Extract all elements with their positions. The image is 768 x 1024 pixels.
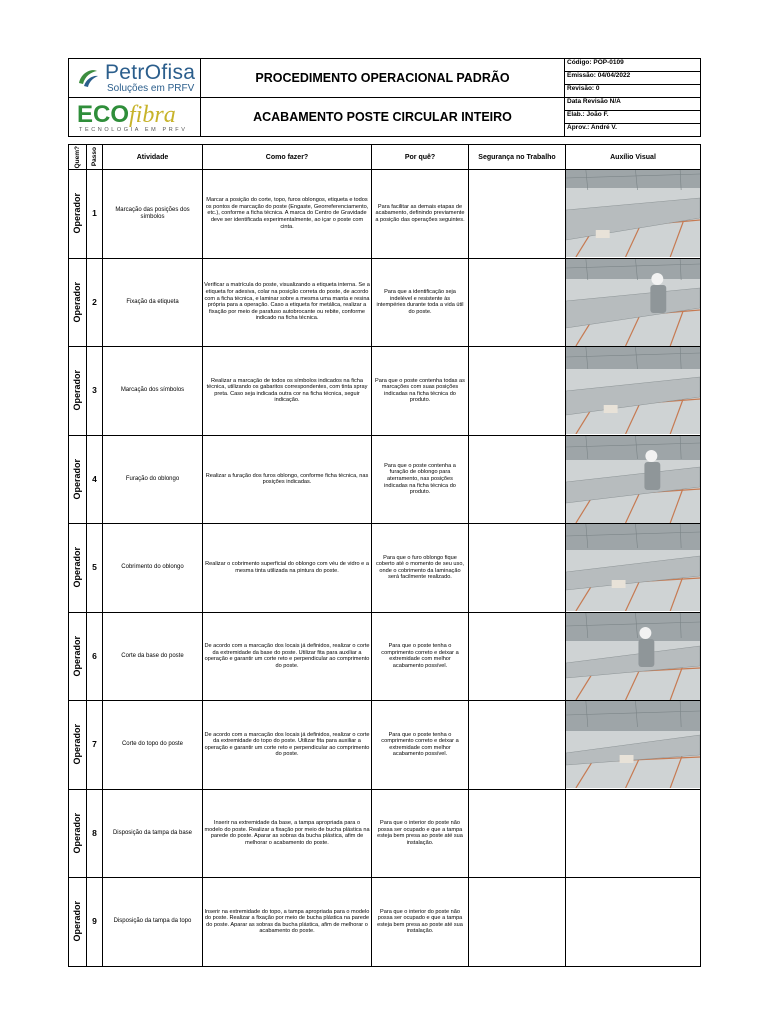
ecofibra-logo [69, 98, 201, 137]
step-visual-aid [566, 347, 701, 436]
step-activity: Corte do topo do poste [103, 701, 203, 790]
step-number: 9 [87, 878, 103, 967]
step-activity: Corte da base do poste [103, 612, 203, 701]
meta-elab: Elab.: João F. [565, 111, 700, 124]
meta-block-bottom [565, 98, 701, 137]
step-visual-aid [566, 170, 701, 259]
step-number: 4 [87, 435, 103, 524]
step-activity: Disposição da tampa da topo [103, 878, 203, 967]
step-how: Realizar o cobrimento superficial do oblongo com véu de vidro e a mesma tinta utilizada na pintura do poste. [203, 524, 372, 613]
meta-emissao: Emissão: 04/04/2022 [565, 72, 700, 85]
step-number: 6 [87, 612, 103, 701]
ecofibra-tagline: TECNOLOGIA EM PRFV [79, 127, 188, 133]
step-role: Operador [69, 524, 87, 613]
meta-codigo: Código: POP-0109 [565, 59, 700, 72]
visual-aid-photo-poste-marcacao [566, 170, 700, 257]
meta-block-top [565, 59, 701, 98]
meta-revisao: Revisão: 0 [567, 85, 600, 92]
document-title: PROCEDIMENTO OPERACIONAL PADRÃO [201, 59, 565, 98]
step-why: Para facilitar as demais etapas de acabamento, definindo previamente a posição das operações seguintes. [372, 170, 469, 259]
step-activity: Fixação da etiqueta [103, 258, 203, 347]
table-row [69, 612, 701, 701]
col-header-porque: Por quê? [372, 145, 469, 170]
step-role: Operador [69, 435, 87, 524]
step-role: Operador [69, 170, 87, 259]
table-row [69, 789, 701, 878]
table-row [69, 347, 701, 436]
step-why: Para que o poste contenha a furação de oblongo para aterramento, nas posições indicadas na ficha técnica do produto. [372, 435, 469, 524]
petrofisa-wordmark: PetrOfisa [105, 60, 196, 84]
document-header [68, 58, 701, 137]
step-activity: Disposição da tampa da base [103, 789, 203, 878]
step-visual-aid [566, 258, 701, 347]
table-header-row [69, 145, 701, 170]
step-safety [469, 612, 566, 701]
step-how: De acordo com a marcação dos locais já definidos, realizar o corte da extremidade do topo do poste. Utilizar fita para auxiliar a operação e garantir um corte reto e perpendicular ao comprimento do poste. [203, 701, 372, 790]
step-role: Operador [69, 789, 87, 878]
step-activity: Cobrimento do oblongo [103, 524, 203, 613]
meta-data-revisao: Data Revisão N/A [565, 98, 700, 111]
step-role: Operador [69, 878, 87, 967]
step-safety [469, 258, 566, 347]
visual-aid-photo-cobrimento-oblongo [566, 524, 700, 611]
ecofibra-fibra-wordmark: fibra [129, 102, 176, 128]
visual-aid-photo-corte-topo [566, 701, 700, 788]
col-header-quem: Quem? [69, 145, 87, 170]
petrofisa-logo [69, 59, 201, 98]
table-row [69, 701, 701, 790]
visual-aid-photo-fixacao-etiqueta [566, 259, 700, 346]
step-how: Realizar a furação dos furos oblongo, conforme ficha técnica, nas posições indicadas. [203, 435, 372, 524]
step-safety [469, 701, 566, 790]
step-safety [469, 170, 566, 259]
step-why: Para que o furo oblongo fique coberto até o momento de seu uso, onde o cobrimento da laminação será facilmente realizado. [372, 524, 469, 613]
step-role: Operador [69, 612, 87, 701]
table-row [69, 524, 701, 613]
petrofisa-leaf-icon [75, 65, 101, 91]
ecofibra-eco-wordmark: ECO [77, 101, 130, 128]
step-number: 2 [87, 258, 103, 347]
step-visual-aid [566, 612, 701, 701]
step-visual-aid [566, 878, 701, 967]
step-number: 1 [87, 170, 103, 259]
step-how: De acordo com a marcação dos locais já definidos, realizar o corte da extremidade da base do poste. Utilizar fita para auxiliar a operação e garantir um corte reto e perpendicular ao comprimento do poste. [203, 612, 372, 701]
step-visual-aid [566, 435, 701, 524]
step-number: 8 [87, 789, 103, 878]
step-role: Operador [69, 258, 87, 347]
table-row [69, 878, 701, 967]
visual-aid-photo-marcacao-simbolos [566, 347, 700, 434]
step-role: Operador [69, 347, 87, 436]
step-visual-aid [566, 701, 701, 790]
step-why: Para que o poste tenha o comprimento correto e deixar a extremidade com melhor acabamento possível. [372, 612, 469, 701]
step-number: 7 [87, 701, 103, 790]
petrofisa-tagline: Soluções em PRFV [107, 82, 195, 94]
step-number: 3 [87, 347, 103, 436]
step-how: Realizar a marcação de todos os símbolos indicados na ficha técnica, utilizando os gabaritos correspondentes, com tinta spray preta. Caso seja indicada outra cor na ficha técnica, seguir indicação. [203, 347, 372, 436]
step-activity: Furação do oblongo [103, 435, 203, 524]
step-activity: Marcação das posições dos símbolos [103, 170, 203, 259]
step-why: Para que o interior do poste não possa ser ocupado e que a tampa esteja bem presa ao poste até sua instalação. [372, 789, 469, 878]
step-how: Verificar a matrícula do poste, visualizando a etiqueta interna. Se a etiqueta for adesiva, colar na posição correta do poste, de acordo com a ficha técnica, e laminar sobre a mesma uma manta e resina própria para a operação. Caso a etiqueta for metálica, realizar a fixação por meio de parafuso autobrocante ou rebite, conforme indicado na ficha técnica. [203, 258, 372, 347]
col-header-atividade: Atividade [103, 145, 203, 170]
step-safety [469, 435, 566, 524]
procedure-table [68, 144, 701, 967]
col-header-passo: Passo [87, 145, 103, 170]
step-how: Inserir na extremidade da base, a tampa apropriada para o modelo do poste. Realizar a fixação por meio de bucha plástica na parede do poste. Aparar as sobras da bucha plástica, afim de melhorar o acabamento do poste. [203, 789, 372, 878]
step-why: Para que o poste tenha o comprimento correto e deixar a extremidade com melhor acabamento possível. [372, 701, 469, 790]
step-activity: Marcação dos símbolos [103, 347, 203, 436]
visual-aid-photo-corte-base [566, 613, 700, 700]
pop-sheet [68, 58, 700, 966]
step-number: 5 [87, 524, 103, 613]
step-visual-aid [566, 789, 701, 878]
step-how: Inserir na extremidade do topo, a tampa apropriada para o modelo do poste. Realizar a fixação por meio de bucha plástica na parede do poste. Aparar as sobras da bucha plástica, afim de melhorar o acabamento do poste. [203, 878, 372, 967]
step-safety [469, 789, 566, 878]
step-why: Para que o poste contenha todas as marcações com suas posições indicadas na ficha técnica do produto. [372, 347, 469, 436]
col-header-seguranca: Segurança no Trabalho [469, 145, 566, 170]
step-how: Marcar a posição do corte, topo, furos oblongos, etiqueta e todos os pontos de marcação do poste (Engaste, Georreferenciamento, etc.), conforme a ficha técnica. A marca do Centro de Gravidade deve ser identificada experimentalmente, ao içar o poste com cinta. [203, 170, 372, 259]
col-header-auxilio: Auxílio Visual [566, 145, 701, 170]
meta-aprov: Aprov.: André V. [567, 124, 617, 131]
step-safety [469, 524, 566, 613]
table-row [69, 258, 701, 347]
document-subtitle: ACABAMENTO POSTE CIRCULAR INTEIRO [201, 98, 565, 137]
step-why: Para que a identificação seja indelével e resistente às intempéries durante toda a vida útil do poste. [372, 258, 469, 347]
visual-aid-photo-furacao-oblongo [566, 436, 700, 523]
table-row [69, 435, 701, 524]
step-role: Operador [69, 701, 87, 790]
step-visual-aid [566, 524, 701, 613]
step-safety [469, 347, 566, 436]
step-safety [469, 878, 566, 967]
step-why: Para que o interior do poste não possa ser ocupado e que a tampa esteja bem presa ao poste até sua instalação. [372, 878, 469, 967]
col-header-como: Como fazer? [203, 145, 372, 170]
table-row [69, 170, 701, 259]
